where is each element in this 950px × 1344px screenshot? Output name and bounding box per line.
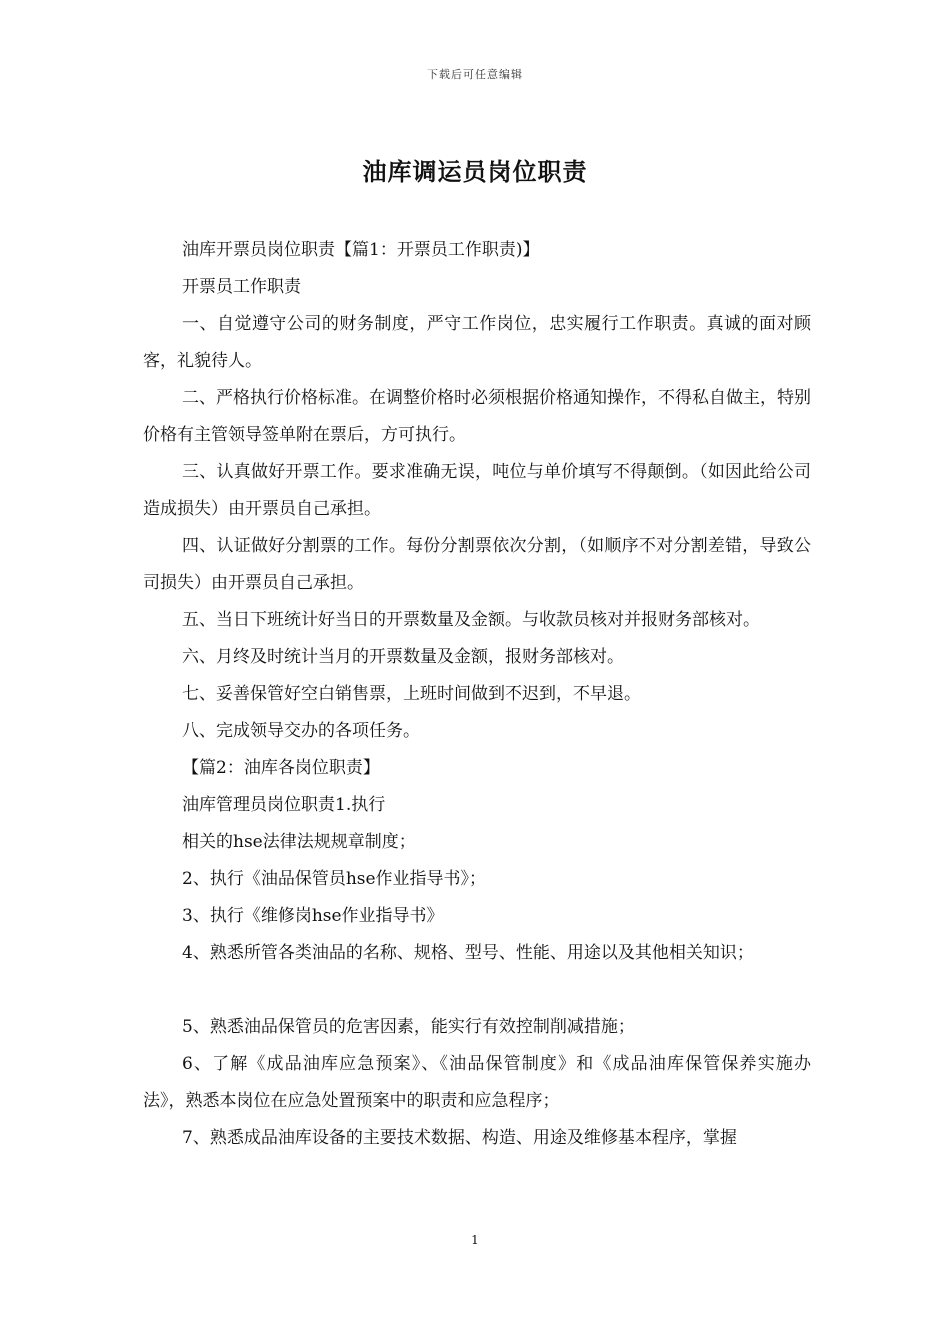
page-header-note: 下载后可任意编辑: [427, 68, 523, 81]
page-number: 1: [471, 1233, 479, 1247]
paragraph-manager-duty-5: 5、熟悉油品保管员的危害因素，能实行有效控制削减措施；: [182, 1017, 635, 1037]
paragraph-manager-duty-1: 相关的hse法律法规规章制度；: [182, 832, 416, 852]
paragraph-manager-duty-7: 7、熟悉成品油库设备的主要技术数据、构造、用途及维修基本程序，掌握: [182, 1128, 737, 1148]
document-body: [143, 232, 811, 1157]
paragraph-duty-6: 六、月终及时统计当月的开票数量及金额，报财务部核对。: [182, 647, 624, 667]
paragraph-duty-2: 二、严格执行价格标准。在调整价格时必须根据价格通知操作，不得私自做主，特别价格有主管领导签单附在票后，方可执行。: [143, 388, 811, 445]
paragraph-manager-duty-3: 3、执行《维修岗hse作业指导书》: [182, 906, 444, 926]
paragraph-duty-3: 三、认真做好开票工作。要求准确无误，吨位与单价填写不得颠倒。（如因此给公司造成损失）由开票员自己承担。: [143, 462, 811, 519]
paragraph-duty-5: 五、当日下班统计好当日的开票数量及金额。与收款员核对并报财务部核对。: [182, 610, 760, 630]
paragraph-section-2-heading: 【篇2：油库各岗位职责】: [182, 758, 380, 778]
paragraph-duty-8: 八、完成领导交办的各项任务。: [182, 721, 420, 741]
paragraph-section-1-heading: 油库开票员岗位职责【篇1：开票员工作职责)】: [182, 240, 540, 260]
paragraph-duty-1: 一、自觉遵守公司的财务制度，严守工作岗位，忠实履行工作职责。真诚的面对顾客，礼貌待人。: [143, 314, 811, 371]
paragraph-manager-duty-2: 2、执行《油品保管员hse作业指导书》；: [182, 869, 487, 889]
document-title: 油库调运员岗位职责: [362, 157, 588, 186]
paragraph-manager-duty-6: 6、了解《成品油库应急预案》、《油品保管制度》和《成品油库保管保养实施办法》，熟悉本岗位在应急处置预案中的职责和应急程序；: [143, 1054, 811, 1111]
paragraph-duty-4: 四、认证做好分割票的工作。每份分割票依次分割，（如顺序不对分割差错，导致公司损失）由开票员自己承担。: [143, 536, 811, 593]
paragraph-duty-7: 七、妥善保管好空白销售票，上班时间做到不迟到，不早退。: [182, 684, 641, 704]
paragraph-manager-duty-4: 4、熟悉所管各类油品的名称、规格、型号、性能、用途以及其他相关知识；: [182, 943, 754, 963]
paragraph-manager-duty-intro: 油库管理员岗位职责1.执行: [182, 795, 386, 815]
paragraph-subheading: 开票员工作职责: [182, 277, 301, 297]
